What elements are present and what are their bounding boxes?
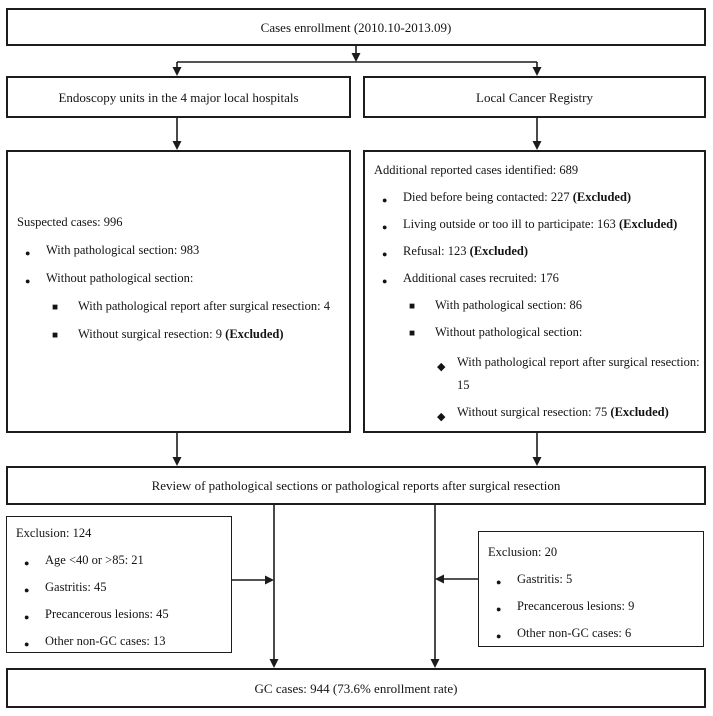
cases-enrollment-label: Cases enrollment (2010.10-2013.09) xyxy=(260,19,452,35)
review-label: Review of pathological sections or pathological reports after surgical resection xyxy=(151,478,561,493)
list-item-text: Without surgical resection: 75 (Excluded) xyxy=(457,405,669,419)
list-item xyxy=(7,606,231,622)
list-item xyxy=(479,625,703,641)
list-item-text: Precancerous lesions: 45 xyxy=(45,607,169,621)
list-item xyxy=(365,324,704,340)
suspected-cases-box xyxy=(6,150,351,433)
arrow-review-to-gc-right xyxy=(431,505,440,668)
bullet-square-icon: ■ xyxy=(409,328,416,339)
bullet-circle-icon: ● xyxy=(25,248,31,258)
list-item-text: Without surgical resection: 9 (Excluded) xyxy=(78,327,284,341)
exclusion-left-box xyxy=(6,516,232,653)
bullet-circle-icon: ● xyxy=(496,604,502,614)
list-item-text: With pathological section: 983 xyxy=(46,243,200,257)
bullet-circle-icon: ● xyxy=(24,585,30,595)
cases-enrollment-box xyxy=(6,8,706,46)
arrow-identified-to-review xyxy=(533,433,542,466)
bullet-square-icon: ■ xyxy=(52,302,59,313)
bullet-circle-icon: ● xyxy=(382,195,388,205)
arrow-registry-to-identified xyxy=(533,118,542,150)
bullet-circle-icon: ● xyxy=(24,612,30,622)
bullet-circle-icon: ● xyxy=(382,249,388,259)
gc-cases-box xyxy=(6,668,706,708)
list-item xyxy=(479,598,703,614)
list-item xyxy=(8,326,343,342)
bullet-square-icon: ■ xyxy=(409,301,416,312)
registry-cases-title: Additional reported cases identified: 689 xyxy=(374,163,579,177)
registry-cases-box xyxy=(363,150,706,433)
list-item-text: With pathological report after surgical resection: 15 xyxy=(457,355,700,392)
list-item-text: Precancerous lesions: 9 xyxy=(517,599,635,613)
list-item-text: Died before being contacted: 227 (Excluded) xyxy=(403,190,632,204)
list-item xyxy=(7,633,231,649)
bullet-circle-icon: ● xyxy=(24,558,30,568)
list-item xyxy=(8,242,343,258)
list-item xyxy=(365,189,704,205)
cancer-registry-box xyxy=(363,76,706,118)
bullet-square-icon: ■ xyxy=(52,330,59,341)
bullet-circle-icon: ● xyxy=(496,577,502,587)
arrow-review-to-gc-left xyxy=(270,505,279,668)
list-item xyxy=(8,298,343,314)
list-item-text: Without pathological section: xyxy=(46,271,194,285)
bullet-circle-icon: ● xyxy=(496,631,502,641)
review-box xyxy=(6,466,706,505)
list-item xyxy=(365,216,704,232)
list-item-text: Without pathological section: xyxy=(435,325,583,339)
bullet-circle-icon: ● xyxy=(382,276,388,286)
list-item-text: Refusal: 123 (Excluded) xyxy=(403,244,529,258)
endoscopy-units-box xyxy=(6,76,351,118)
endoscopy-units-label: Endoscopy units in the 4 major local hospitals xyxy=(58,89,299,105)
list-item-text: With pathological section: 86 xyxy=(435,298,583,312)
arrow-enrollment-split xyxy=(173,46,542,76)
bullet-circle-icon: ● xyxy=(24,639,30,649)
exclusion-right-title: Exclusion: 20 xyxy=(488,545,558,559)
list-item-text: Additional cases recruited: 176 xyxy=(403,271,559,285)
arrow-endoscopy-to-suspected xyxy=(173,118,182,150)
arrow-suspected-to-review xyxy=(173,433,182,466)
list-item xyxy=(365,351,704,397)
exclusion-right-box xyxy=(478,531,704,647)
list-item-text: Gastritis: 5 xyxy=(517,572,573,586)
suspected-cases-title: Suspected cases: 996 xyxy=(17,215,123,229)
list-item-text: Age <40 or >85: 21 xyxy=(45,553,144,567)
list-item xyxy=(365,401,704,424)
list-item-text: Other non-GC cases: 6 xyxy=(517,626,632,640)
exclusion-left-title: Exclusion: 124 xyxy=(16,526,92,540)
list-item-text: Living outside or too ill to participate: 163 (Excluded) xyxy=(403,217,678,231)
bullet-circle-icon: ● xyxy=(382,222,388,232)
list-item xyxy=(8,270,343,286)
bullet-diamond-icon: ◆ xyxy=(437,361,446,373)
bullet-diamond-icon: ◆ xyxy=(437,411,446,423)
list-item-text: Gastritis: 45 xyxy=(45,580,107,594)
list-item xyxy=(7,579,231,595)
list-item xyxy=(365,297,704,313)
list-item xyxy=(365,243,704,259)
list-item-text: With pathological report after surgical resection: 4 xyxy=(78,299,330,313)
bullet-circle-icon: ● xyxy=(25,276,31,286)
arrow-exclusion-left-merge xyxy=(232,576,274,585)
list-item-text: Other non-GC cases: 13 xyxy=(45,634,166,648)
gc-cases-label: GC cases: 944 (73.6% enrollment rate) xyxy=(254,680,458,696)
list-item xyxy=(365,270,704,286)
cancer-registry-label: Local Cancer Registry xyxy=(476,89,593,105)
list-item xyxy=(7,552,231,568)
list-item xyxy=(479,571,703,587)
arrow-exclusion-right-merge xyxy=(435,575,478,584)
